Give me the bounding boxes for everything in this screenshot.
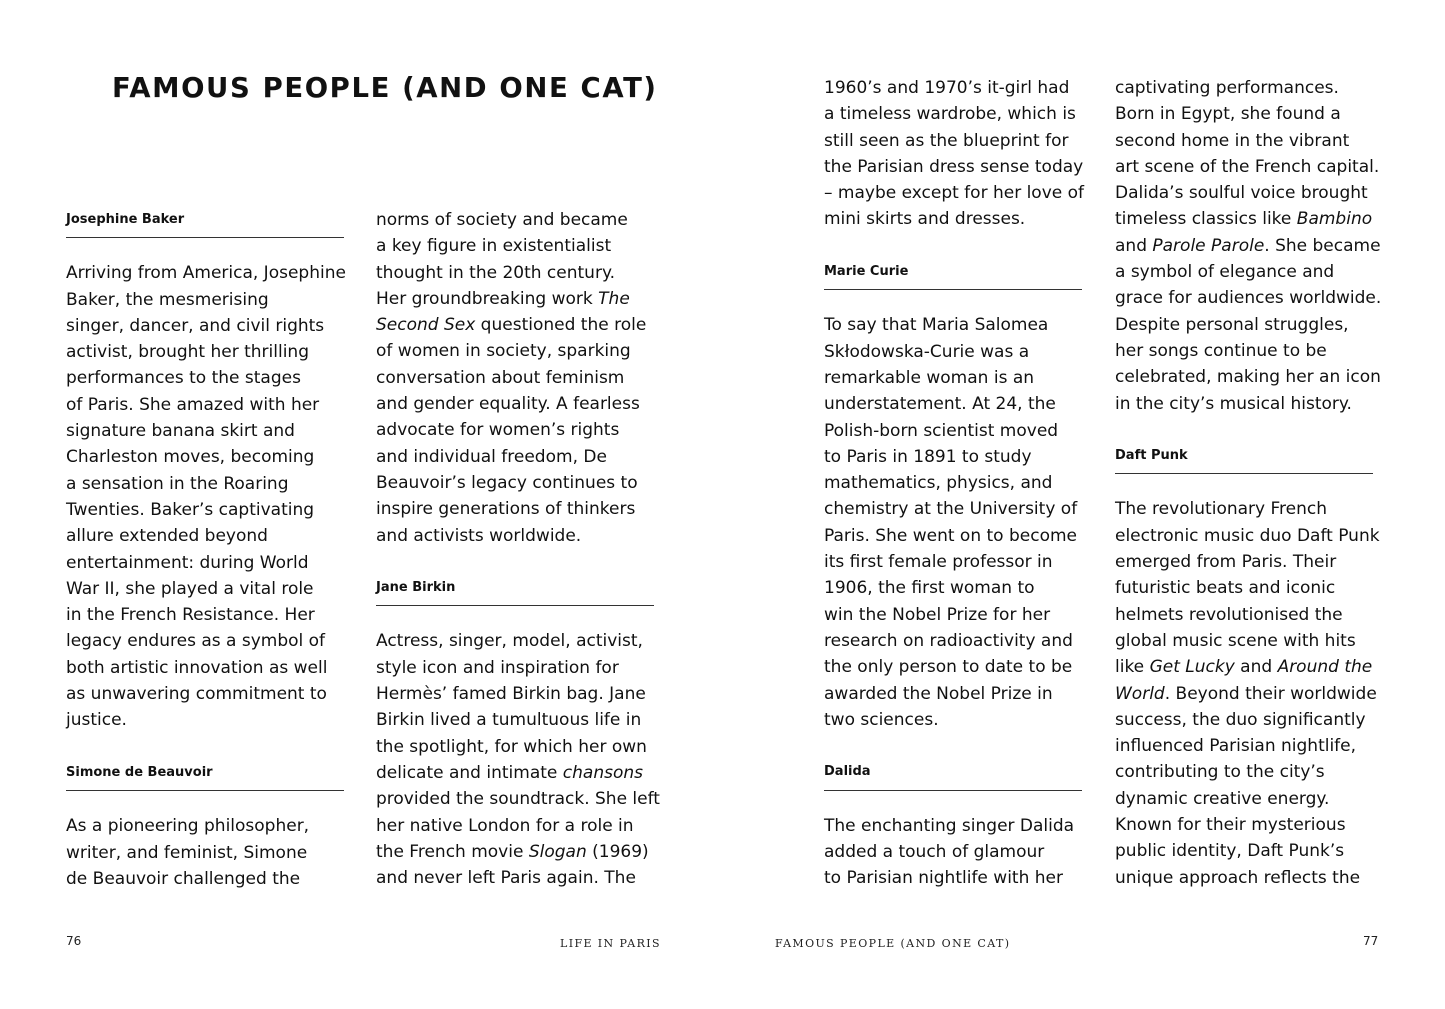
text-line: and individual freedom, De — [376, 446, 607, 467]
text-line — [1115, 233, 1405, 259]
text-line: Polish-born scientist moved — [824, 420, 1059, 441]
text-line — [376, 760, 658, 786]
text-line — [1115, 206, 1405, 232]
text-line: Birkin lived a tumultuous life in — [376, 710, 642, 731]
text-line: allure extended beyond — [66, 526, 268, 547]
section-heading-jane-birkin: Jane Birkin — [376, 580, 456, 596]
column-2 — [376, 207, 658, 891]
text-line: of women in society, sparking — [376, 341, 631, 362]
text-line: futuristic beats and iconic — [1115, 578, 1336, 599]
text-line: two sciences. — [824, 709, 939, 730]
text-line: advocate for women’s rights — [376, 420, 620, 441]
text-line: justice. — [66, 710, 127, 731]
text-line: art scene of the French capital. — [1115, 156, 1380, 177]
text-line: Skłodowska-Curie was a — [824, 341, 1030, 362]
text-line: thought in the 20th century. — [376, 262, 615, 283]
text-line: legacy endures as a symbol of — [66, 631, 326, 652]
text-line: mini skirts and dresses. — [824, 209, 1026, 230]
text-line: grace for audiences worldwide. — [1115, 288, 1382, 309]
text-line: inspire generations of thinkers — [376, 499, 636, 520]
song-title: World — [1115, 683, 1165, 704]
paragraph-dalida — [824, 813, 1086, 892]
text-line: Actress, singer, model, activist, — [376, 631, 643, 652]
text-line: writer, and feminist, Simone — [66, 842, 308, 863]
text-line: a symbol of elegance and — [1115, 262, 1335, 283]
text-line: Beauvoir’s legacy continues to — [376, 472, 638, 493]
text-line: in the city’s musical history. — [1115, 393, 1352, 414]
text-line — [376, 839, 658, 865]
text-line: As a pioneering philosopher, — [66, 816, 310, 837]
text-line: singer, dancer, and civil rights — [66, 315, 325, 336]
song-title: Around the — [1277, 657, 1373, 678]
text-line: success, the duo significantly — [1115, 709, 1366, 730]
song-title: Get Lucky — [1149, 657, 1235, 678]
text-line: signature banana skirt and — [66, 421, 295, 442]
text-line: and activists worldwide. — [376, 525, 582, 546]
text-line: Charleston moves, becoming — [66, 447, 315, 468]
song-title: Parole Parole — [1152, 235, 1265, 256]
text-line: awarded the Nobel Prize in — [824, 683, 1053, 704]
text-line: emerged from Paris. Their — [1115, 552, 1337, 573]
text-line: contributing to the city’s — [1115, 762, 1325, 783]
text-line: second home in the vibrant — [1115, 130, 1350, 151]
section-heading-simone-de-beauvoir: Simone de Beauvoir — [66, 764, 213, 780]
text-line: Born in Egypt, she found a — [1115, 104, 1341, 125]
text-line: and never left Paris again. The — [376, 868, 636, 889]
text-line: de Beauvoir challenged the — [66, 868, 301, 889]
text-line: a timeless wardrobe, which is — [824, 104, 1076, 125]
left-page-number: 76 — [66, 934, 82, 948]
song-title: Bambino — [1296, 209, 1373, 230]
text-run: (1969) — [586, 841, 649, 862]
text-line: and gender equality. A fearless — [376, 394, 640, 415]
section-heading-josephine-baker: Josephine Baker — [66, 212, 185, 227]
text-line: captivating performances. — [1115, 78, 1339, 98]
text-run: delicate and intimate — [376, 762, 563, 783]
text-line: activist, brought her thrilling — [66, 342, 309, 363]
text-line: a key figure in existentialist — [376, 236, 612, 257]
paragraph-simone-de-beauvoir — [66, 813, 348, 892]
text-line: the only person to date to be — [824, 657, 1073, 678]
text-line: understatement. At 24, the — [824, 394, 1056, 415]
right-running-head: FAMOUS PEOPLE (AND ONE CAT) — [775, 937, 1011, 950]
paragraph-josephine-baker — [66, 260, 348, 733]
paragraph-simone-de-beauvoir-continued — [376, 207, 658, 549]
text-line: research on radioactivity and — [824, 630, 1073, 651]
book-title: The — [598, 288, 630, 309]
text-line: in the French Resistance. Her — [66, 605, 315, 626]
section-heading-daft-punk: Daft Punk — [1115, 448, 1188, 464]
text-line: 1906, the first woman to — [824, 578, 1035, 599]
text-line: Dalida’s soulful voice brought — [1115, 183, 1368, 204]
text-run: timeless classics like — [1115, 209, 1297, 230]
section-heading-marie-curie: Marie Curie — [824, 264, 909, 280]
text-line: to Paris in 1891 to study — [824, 446, 1032, 467]
text-line: performances to the stages — [66, 368, 301, 389]
text-line: public identity, Daft Punk’s — [1115, 841, 1345, 862]
text-run: . She became — [1264, 235, 1381, 256]
text-line: electronic music duo Daft Punk — [1115, 525, 1380, 546]
text-line: To say that Maria Salomea — [824, 315, 1049, 336]
text-line: to Parisian nightlife with her — [824, 868, 1063, 889]
left-running-head: LIFE IN PARIS — [560, 937, 661, 950]
italic-word: chansons — [562, 762, 643, 783]
text-line: helmets revolutionised the — [1115, 604, 1343, 625]
text-line: The enchanting singer Dalida — [824, 815, 1075, 836]
text-line: 1960’s and 1970’s it-girl had — [824, 78, 1070, 98]
text-run: Her groundbreaking work — [376, 288, 599, 309]
text-line: style icon and inspiration for — [376, 657, 619, 678]
column-4 — [1115, 75, 1405, 891]
paragraph-jane-birkin — [376, 628, 658, 891]
text-line: unique approach reflects the — [1115, 867, 1361, 888]
text-line — [376, 286, 658, 312]
text-line: Despite personal struggles, — [1115, 314, 1349, 335]
book-title: Second Sex — [376, 315, 476, 336]
text-line: mathematics, physics, and — [824, 473, 1053, 494]
text-line: Baker, the mesmerising — [66, 289, 269, 310]
text-line — [1115, 654, 1405, 680]
text-run: and — [1234, 657, 1278, 678]
text-line: The revolutionary French — [1115, 499, 1328, 520]
text-line: Known for their mysterious — [1115, 815, 1346, 836]
text-line: as unwavering commitment to — [66, 684, 327, 705]
text-line: Paris. She went on to become — [824, 525, 1077, 546]
text-line: a sensation in the Roaring — [66, 473, 289, 494]
text-line: Twenties. Baker’s captivating — [66, 499, 315, 520]
text-line: her songs continue to be — [1115, 340, 1327, 361]
text-line: dynamic creative energy. — [1115, 788, 1330, 809]
text-line: the Parisian dress sense today — [824, 156, 1084, 177]
text-line — [1115, 681, 1405, 707]
paragraph-jane-birkin-continued — [824, 75, 1086, 233]
text-line: of Paris. She amazed with her — [66, 394, 320, 415]
text-run: like — [1115, 657, 1150, 678]
text-run: questioned the role — [475, 315, 647, 336]
text-line: global music scene with hits — [1115, 630, 1356, 651]
text-line: Hermès’ famed Birkin bag. Jane — [376, 684, 646, 705]
paragraph-marie-curie — [824, 312, 1086, 733]
text-line: its first female professor in — [824, 552, 1053, 573]
column-1 — [66, 207, 348, 892]
right-page-number: 77 — [1363, 934, 1379, 948]
text-line: Arriving from America, Josephine — [66, 263, 346, 284]
text-line: her native London for a role in — [376, 815, 634, 836]
text-line: remarkable woman is an — [824, 367, 1035, 388]
text-line: provided the soundtrack. She left — [376, 789, 660, 810]
column-3 — [824, 75, 1086, 892]
text-run: . Beyond their worldwide — [1164, 683, 1377, 704]
text-line: chemistry at the University of — [824, 499, 1078, 520]
text-line: – maybe except for her love of — [824, 183, 1085, 204]
text-line — [376, 312, 658, 338]
text-line: still seen as the blueprint for — [824, 130, 1069, 151]
text-run: and — [1115, 235, 1153, 256]
text-line: conversation about feminism — [376, 367, 625, 388]
text-line: both artistic innovation as well — [66, 657, 328, 678]
movie-title: Slogan — [528, 841, 587, 862]
text-line: win the Nobel Prize for her — [824, 604, 1051, 625]
text-line: norms of society and became — [376, 210, 628, 230]
section-heading-dalida: Dalida — [824, 764, 871, 780]
text-line: added a touch of glamour — [824, 842, 1045, 863]
paragraph-dalida-continued — [1115, 75, 1405, 417]
paragraph-daft-punk — [1115, 496, 1405, 890]
text-run: the French movie — [376, 841, 529, 862]
text-line: War II, she played a vital role — [66, 578, 314, 599]
text-line: influenced Parisian nightlife, — [1115, 736, 1357, 757]
page-title: FAMOUS PEOPLE (AND ONE CAT) — [112, 72, 658, 104]
text-line: the spotlight, for which her own — [376, 736, 647, 757]
text-line: celebrated, making her an icon — [1115, 367, 1381, 388]
text-line: entertainment: during World — [66, 552, 309, 573]
